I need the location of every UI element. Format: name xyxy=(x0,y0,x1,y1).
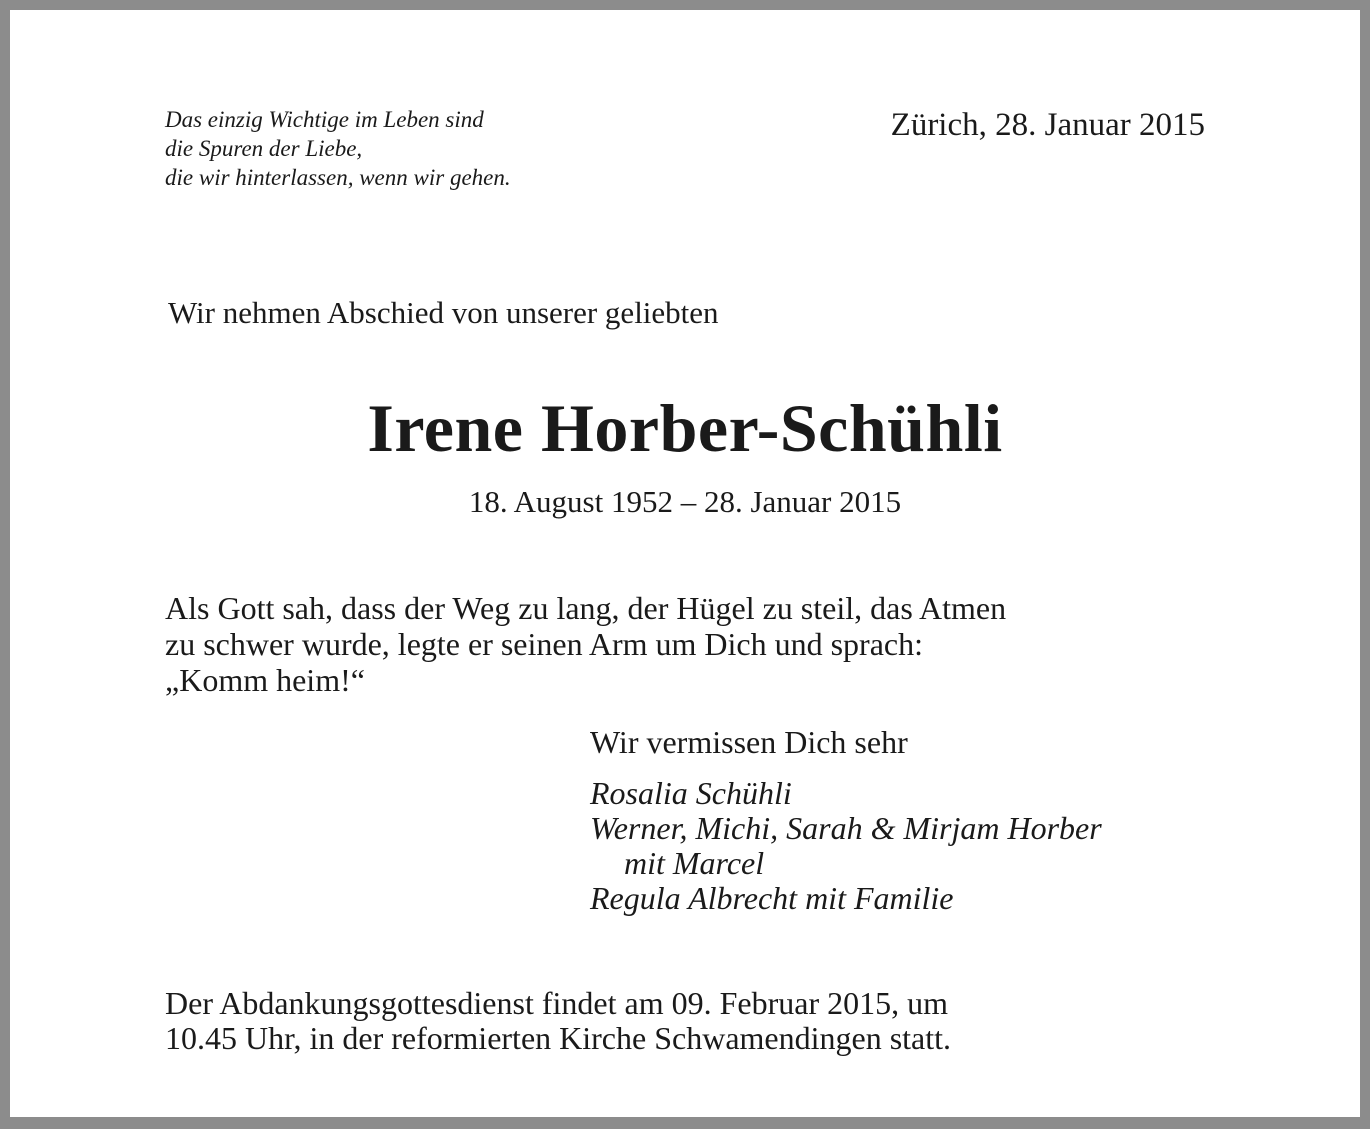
motto-line: die Spuren der Liebe, xyxy=(165,136,363,161)
closing-line: Wir vermissen Dich sehr xyxy=(590,724,908,760)
mourners-list xyxy=(590,776,1102,916)
mourner-line: Werner, Michi, Sarah & Mirjam Horber xyxy=(590,810,1102,846)
poem-line: „Komm heim!“ xyxy=(165,662,365,698)
place-date: Zürich, 28. Januar 2015 xyxy=(890,107,1205,143)
service-line: Der Abdankungsgottesdienst findet am 09. Februar 2015, um xyxy=(165,985,948,1021)
intro-text: Wir nehmen Abschied von unserer geliebten xyxy=(168,295,719,330)
life-dates: 18. August 1952 – 28. Januar 2015 xyxy=(468,484,902,519)
motto-line: die wir hinterlassen, wenn wir gehen. xyxy=(165,165,511,190)
motto-quote xyxy=(165,105,511,192)
mourner-line: Rosalia Schühli xyxy=(590,775,792,811)
poem-line: Als Gott sah, dass der Weg zu lang, der Hügel zu steil, das Atmen xyxy=(165,590,1007,626)
motto-line: Das einzig Wichtige im Leben sind xyxy=(165,107,484,132)
obituary-notice xyxy=(10,10,1360,1117)
poem-text xyxy=(165,590,1006,698)
mourner-line: mit Marcel xyxy=(624,845,765,881)
service-info xyxy=(165,986,951,1056)
service-line: 10.45 Uhr, in der reformierten Kirche Schwamendingen statt. xyxy=(165,1020,952,1056)
poem-line: zu schwer wurde, legte er seinen Arm um Dich und sprach: xyxy=(165,626,923,662)
mourner-line: Regula Albrecht mit Familie xyxy=(590,880,954,916)
deceased-name: Irene Horber-Schühli xyxy=(367,390,1003,466)
